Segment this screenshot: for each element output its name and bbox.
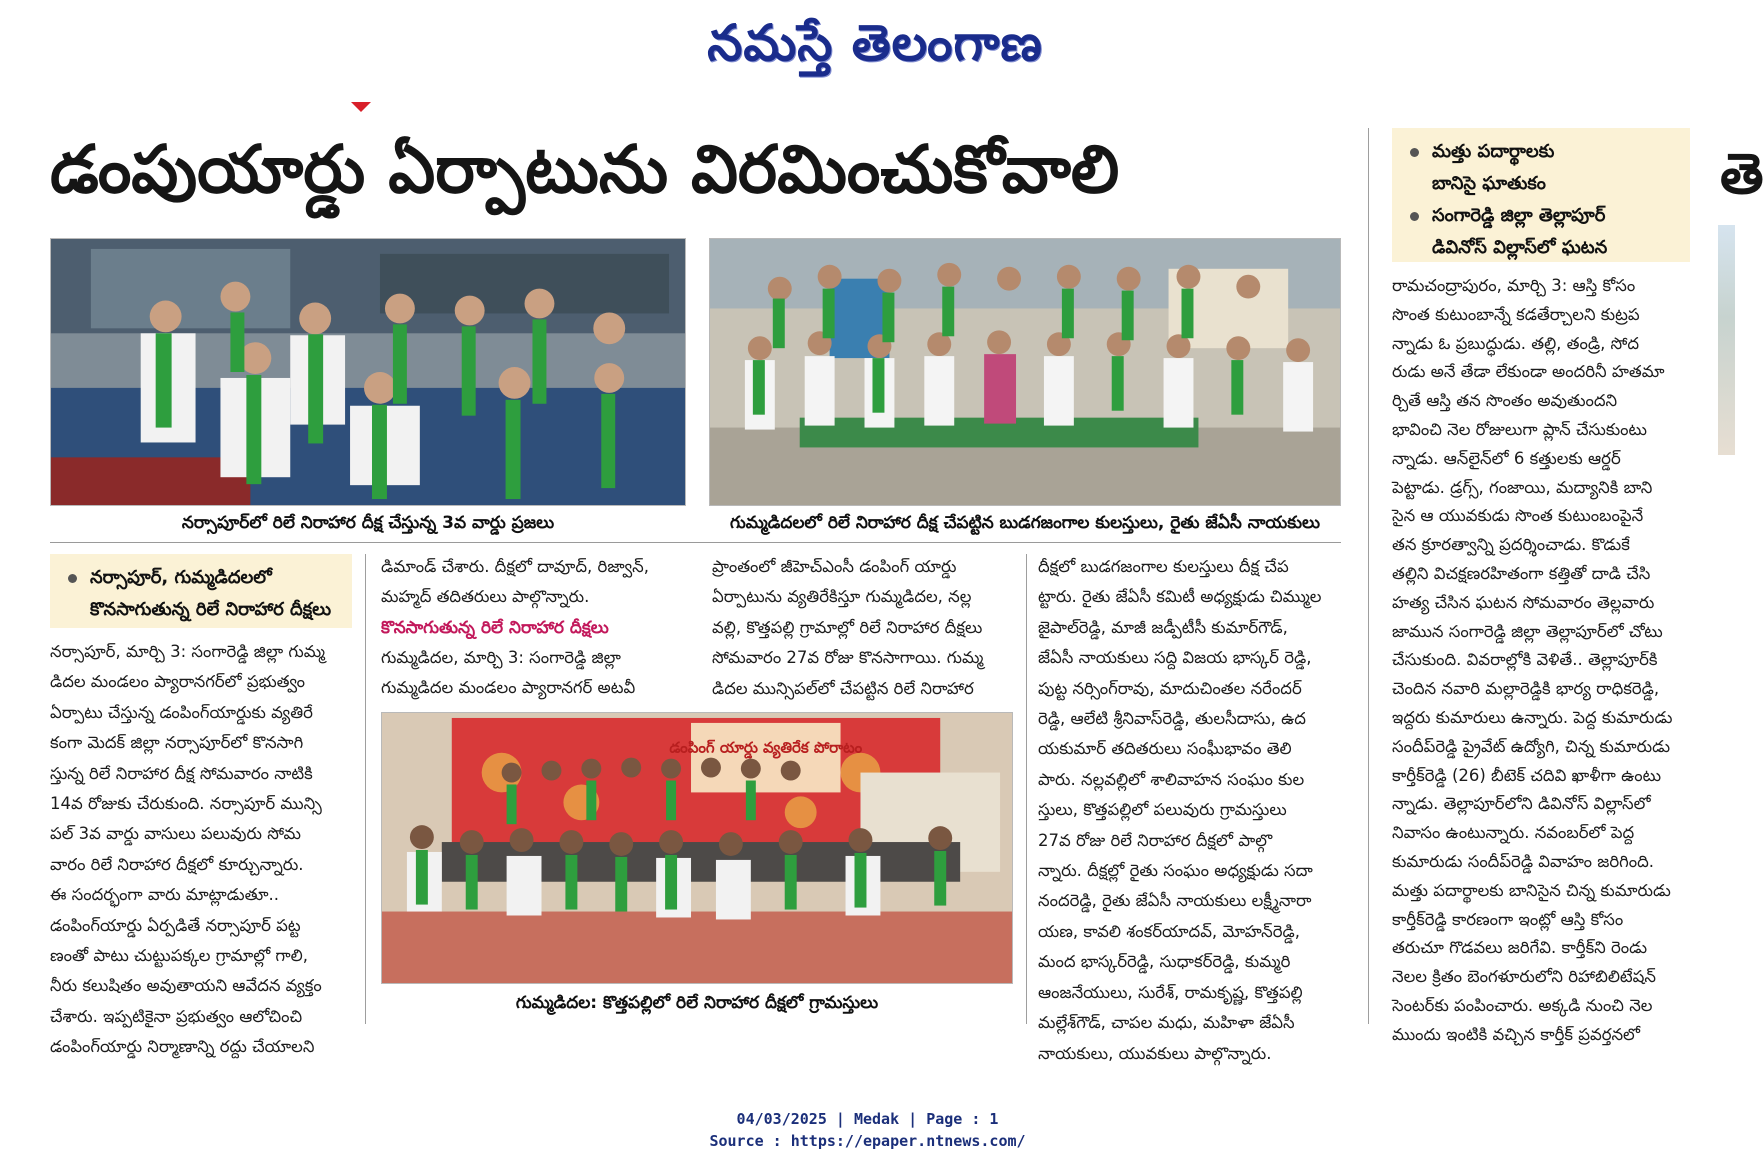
- text-line: సోమవారం 27వ రోజు కొనసాగాయి. గుమ్మ: [712, 648, 984, 668]
- text-line: ప్రాంతంలో జీహెచ్‌ఎంసీ డంపింగ్ యార్డు: [712, 557, 957, 576]
- caption-divider: [50, 542, 1341, 543]
- text-line: న్నాడు. ఆన్‌లైన్‌లో 6 కత్తులకు ఆర్డర్: [1392, 448, 1621, 468]
- text-line: గుమ్మడిదల మండలం ప్యారానగర్ అటవీ: [381, 678, 636, 698]
- photo-narsapur-protest: [50, 238, 686, 506]
- text-line: నివాసం ఉంటున్నారు. నవంబర్‌లో పెద్ద: [1392, 823, 1635, 843]
- column-divider: [1026, 554, 1027, 1024]
- text-line: చెందిన నవారి మల్లారెడ్డికి భార్య రాధికరెడ్డి,: [1392, 679, 1660, 699]
- text-line: మత్తు పదార్థాలకు బానిసైన చిన్న కుమారుడు: [1392, 880, 1671, 900]
- edition-info: 04/03/2025 | Medak | Page : 1: [736, 1110, 999, 1128]
- article-column-4: [1038, 552, 1341, 1072]
- text-line: ముందు ఇంటికి వచ్చిన కార్తీక్ ప్రవర్తనలో: [1392, 1024, 1641, 1044]
- text-line: పల్ 3వ వార్డు వాసులు పలువురు సోమ: [50, 824, 301, 844]
- article-column-3: [712, 552, 1012, 702]
- highlight-text: మత్తు పదార్థాలకు: [1432, 141, 1555, 162]
- text-line: పారు. నల్లవల్లిలో శాలివాహన సంఘం కుల: [1038, 769, 1305, 789]
- text-line: ఆంజనేయులు, సురేశ్, రామకృష్ణ, కొత్తపల్లి: [1038, 982, 1303, 1002]
- text-line: డంపింగ్‌యార్డు నిర్మాణాన్ని రద్దు చేయాలని: [50, 1037, 315, 1057]
- text-line: డిదల మున్సిపల్‌లో చేపట్టిన రిలే నిరాహార: [712, 678, 974, 698]
- text-line: భావించి నెల రోజులుగా ప్లాన్ చేసుకుంటు: [1392, 419, 1647, 439]
- text-line: డిమాండ్ చేశారు. దీక్షలో దావూద్, రిజ్వాన్,: [381, 557, 649, 576]
- text-line: రామచంద్రాపురం, మార్చి 3: ఆస్తి కోసం: [1392, 276, 1636, 295]
- text-line: కార్తీక్‌రెడ్డి (26) బీటెక్ చదివి ఖాళీగా ఉంటు: [1392, 765, 1662, 785]
- text-line: ఇద్దరు కుమారులు ఉన్నారు. పెద్ద కుమారుడు: [1392, 707, 1673, 727]
- section-subheading: కొనసాగుతున్న రిలే నిరాహార దీక్షలు: [381, 617, 609, 638]
- highlight-box-relay-fast: [50, 554, 352, 628]
- text-line: గుమ్మడిదల, మార్చి 3: సంగారెడ్డి జిల్లా: [381, 647, 621, 667]
- highlight-text: కొనసాగుతున్న రిలే నిరాహార దీక్షలు: [90, 599, 332, 620]
- text-line: నెలల క్రితం బెంగళూరులోని రిహాబిలిటేషన్: [1392, 967, 1656, 987]
- text-line: కార్తీక్‌రెడ్డి కారణంగా ఇంట్లో ఆస్తి కోసం: [1392, 909, 1624, 929]
- text-line: ఈ సందర్భంగా వారు మాట్లాడుతూ..: [50, 885, 279, 905]
- column-divider: [365, 554, 366, 1024]
- highlight-text: బానిసై ఘాతుకం: [1432, 173, 1546, 194]
- text-line: ఏర్పాటును వ్యతిరేకిస్తూ గుమ్మడిదల, నల్ల: [712, 587, 972, 607]
- highlight-text: నర్సాపూర్, గుమ్మడిదలలో: [90, 567, 272, 588]
- headline: డంపుయార్డు ఏర్పాటును విరమించుకోవాలి: [50, 131, 1120, 208]
- adjacent-headline-fragment: తె: [1720, 142, 1764, 207]
- text-line: మంద భాస్కర్‌రెడ్డి, సుధాకర్‌రెడ్డి, కుమ్మరి: [1038, 952, 1291, 972]
- article-column-1: [50, 637, 355, 1063]
- text-line: డంపింగ్‌యార్డు ఏర్పడితే నర్సాపూర్ పట్ట: [50, 915, 301, 935]
- text-line: ణంతో పాటు చుట్టుపక్కల గ్రామాల్లో గాలి,: [50, 946, 308, 966]
- text-line: స్తున్న రిలే నిరాహార దీక్ష సోమవారం నాటికి: [50, 763, 313, 783]
- bullet-icon: [68, 574, 77, 583]
- text-line: జేఏసీ నాయకులు సద్ది విజయ భాస్కర్ రెడ్డి,: [1038, 648, 1312, 668]
- article-column-2: [381, 552, 686, 702]
- highlight-item: [64, 562, 342, 594]
- highlight-text: సంగారెడ్డి జిల్లా తెల్లాపూర్: [1432, 205, 1606, 226]
- text-line: ఏర్పాటు చేస్తున్న డంపింగ్‌యార్డుకు వ్యతిరే: [50, 702, 313, 722]
- text-line: పెట్టాడు. డ్రగ్స్, గంజాయి, మద్యానికి బాని: [1392, 477, 1653, 497]
- text-line: న్నాడు ఓ ప్రబుద్ధుడు. తల్లి, తండ్రి, సోద: [1392, 333, 1640, 353]
- photo-caption-gummadidala: గుమ్మడిదలలో రిలే నిరాహార దీక్ష చేపట్టిన బుడగజంగాల కులస్తులు, రైతు జేఏసీ నాయకులు: [730, 513, 1320, 533]
- text-line: 27వ రోజు రిలే నిరాహార దీక్షలో పాల్గొ: [1038, 830, 1273, 850]
- text-line: జామున సంగారెడ్డి జిల్లా తెల్లాపూర్‌లో చోటు: [1392, 621, 1663, 641]
- text-line: నాయకులు, యువకులు పాల్గొన్నారు.: [1038, 1043, 1272, 1063]
- text-line: హత్య చేసిన ఘటన సోమవారం తెల్లవారు: [1392, 592, 1655, 612]
- text-line: వారం రిలే నిరాహార దీక్షలో కూర్చున్నారు.: [50, 854, 304, 874]
- text-line: డిదల మండలం ప్యారానగర్‌లో ప్రభుత్వం: [50, 672, 306, 692]
- text-line: తరుచూ గొడవలు జరిగేవి. కార్తీక్‌ని రెండు: [1392, 938, 1648, 958]
- text-line: యణ, కావలి శంకర్‌యాదవ్, మోహన్‌రెడ్డి,: [1038, 921, 1300, 941]
- protest-banner-text: డంపింగ్ యార్డు వ్యతిరేక పోరాటం: [669, 738, 863, 757]
- article-column-5: [1392, 272, 1694, 1044]
- masthead-logo: నమస్తే తెలంగాణ: [707, 13, 1043, 72]
- bullet-icon: [1410, 148, 1419, 157]
- text-line: కంగా మెదక్ జిల్లా నర్సాపూర్‌లో కొనసాగి: [50, 733, 304, 753]
- text-line: ట్టారు. రైతు జేఏసీ కమిటీ అధ్యక్షుడు చిమ్ముల: [1038, 587, 1322, 607]
- text-line: తన క్రూరత్వాన్ని ప్రదర్శించాడు. కొడుకే: [1392, 535, 1630, 555]
- text-line: కుమారుడు సందీప్‌రెడ్డి వివాహం జరిగింది.: [1392, 851, 1655, 871]
- bullet-icon: [1410, 212, 1419, 221]
- photo-caption-narsapur: నర్సాపూర్‌లో రిలే నిరాహార దీక్ష చేస్తున్న 3వ వార్డు ప్రజలు: [181, 513, 555, 533]
- text-line: వల్లి, కొత్తపల్లి గ్రామాల్లో రిలే నిరాహార దీక్షలు: [712, 617, 983, 637]
- text-line: నీరు కలుషితం అవుతాయని ఆవేదన వ్యక్తం: [50, 976, 322, 996]
- story-divider: [1368, 128, 1369, 1024]
- highlight-item: [1406, 232, 1680, 264]
- section-marker-icon: [351, 102, 371, 112]
- text-line: 14వ రోజుకు చేరుకుంది. నర్సాపూర్ మున్సి: [50, 794, 322, 814]
- text-line: జైపాల్‌రెడ్డి, మాజీ జడ్పీటీసీ కుమార్‌గౌడ్,: [1038, 617, 1288, 637]
- source-link[interactable]: Source : https://epaper.ntnews.com/: [709, 1132, 1026, 1150]
- adjacent-photo-fragment: [1718, 225, 1735, 455]
- text-line: తల్లిని విచక్షణరహితంగా కత్తితో దాడి చేసి: [1392, 563, 1651, 583]
- text-line: దీక్షలో బుడగజంగాల కులస్తులు దీక్ష చేప: [1038, 557, 1289, 576]
- text-line: యకుమార్ తదితరులు సంఘీభావం తెలి: [1038, 739, 1292, 759]
- text-line: స్తులు, కొత్తపల్లిలో పలువురు గ్రామస్తులు: [1038, 800, 1287, 820]
- text-line: సొంత కుటుంబాన్నే కడతేర్చాలని కుట్రప: [1392, 304, 1640, 324]
- text-line: రుడు అనే తేడా లేకుండా అందరినీ హతమా: [1392, 362, 1665, 382]
- text-line: ర్చితే ఆస్తి తన సొంతం అవుతుందని: [1392, 391, 1618, 411]
- photo-caption-kothapalli: గుమ్మడిదల: కొత్తపల్లిలో రిలే నిరాహార దీక్షలో గ్రామస్తులు: [515, 993, 879, 1013]
- highlight-item: [1406, 168, 1680, 200]
- text-line: రెడ్డి, ఆలేటి శ్రీనివాస్‌రెడ్డి, తులసీదాసు, ఉద: [1038, 709, 1306, 729]
- highlight-item: [1406, 200, 1680, 232]
- photo-gummadidala-protest: [709, 238, 1341, 506]
- highlight-text: డివినోస్ విల్లాస్‌లో ఘటన: [1432, 237, 1608, 258]
- text-line: సందీప్‌రెడ్డి ప్రైవేట్ ఉద్యోగి, చిన్న కుమారుడు: [1392, 736, 1671, 756]
- text-line: మల్లేశ్‌గౌడ్, చాపల మధు, మహిళా జేఏసీ: [1038, 1013, 1295, 1033]
- text-line: చేసుకుంది. వివరాల్లోకి వెళితే.. తెల్లాపూర్‌కి: [1392, 650, 1658, 670]
- highlight-item: [1406, 136, 1680, 168]
- text-line: చేశారు. ఇప్పటికైనా ప్రభుత్వం ఆలోచించి: [50, 1006, 303, 1026]
- photo-kothapalli-protest: [381, 712, 1013, 984]
- text-line: నర్సాపూర్, మార్చి 3: సంగారెడ్డి జిల్లా గుమ్మ: [50, 642, 326, 661]
- highlight-item: [64, 594, 342, 626]
- text-line: సైన ఆ యువకుడు సొంత కుటుంబంపైనే: [1392, 506, 1644, 526]
- text-line: న్నారు. దీక్షల్లో రైతు సంఘం అధ్యక్షుడు సదా: [1038, 861, 1313, 881]
- text-line: పుట్ట నర్సింగ్‌రావు, మాదుచింతల నరేందర్: [1038, 678, 1302, 698]
- text-line: సెంటర్‌కు పంపించారు. అక్కడి నుంచి నెల: [1392, 995, 1653, 1015]
- text-line: న్నాడు. తెల్లాపూర్‌లోని డివినోస్ విల్లాస్‌లో: [1392, 794, 1651, 814]
- text-line: మహ్మద్ తదితరులు పాల్గొన్నారు.: [381, 587, 590, 607]
- highlight-box-crime-story: [1392, 128, 1690, 262]
- text-line: నందరెడ్డి, రైతు జేఏసీ నాయకులు లక్ష్మీనారా: [1038, 891, 1312, 911]
